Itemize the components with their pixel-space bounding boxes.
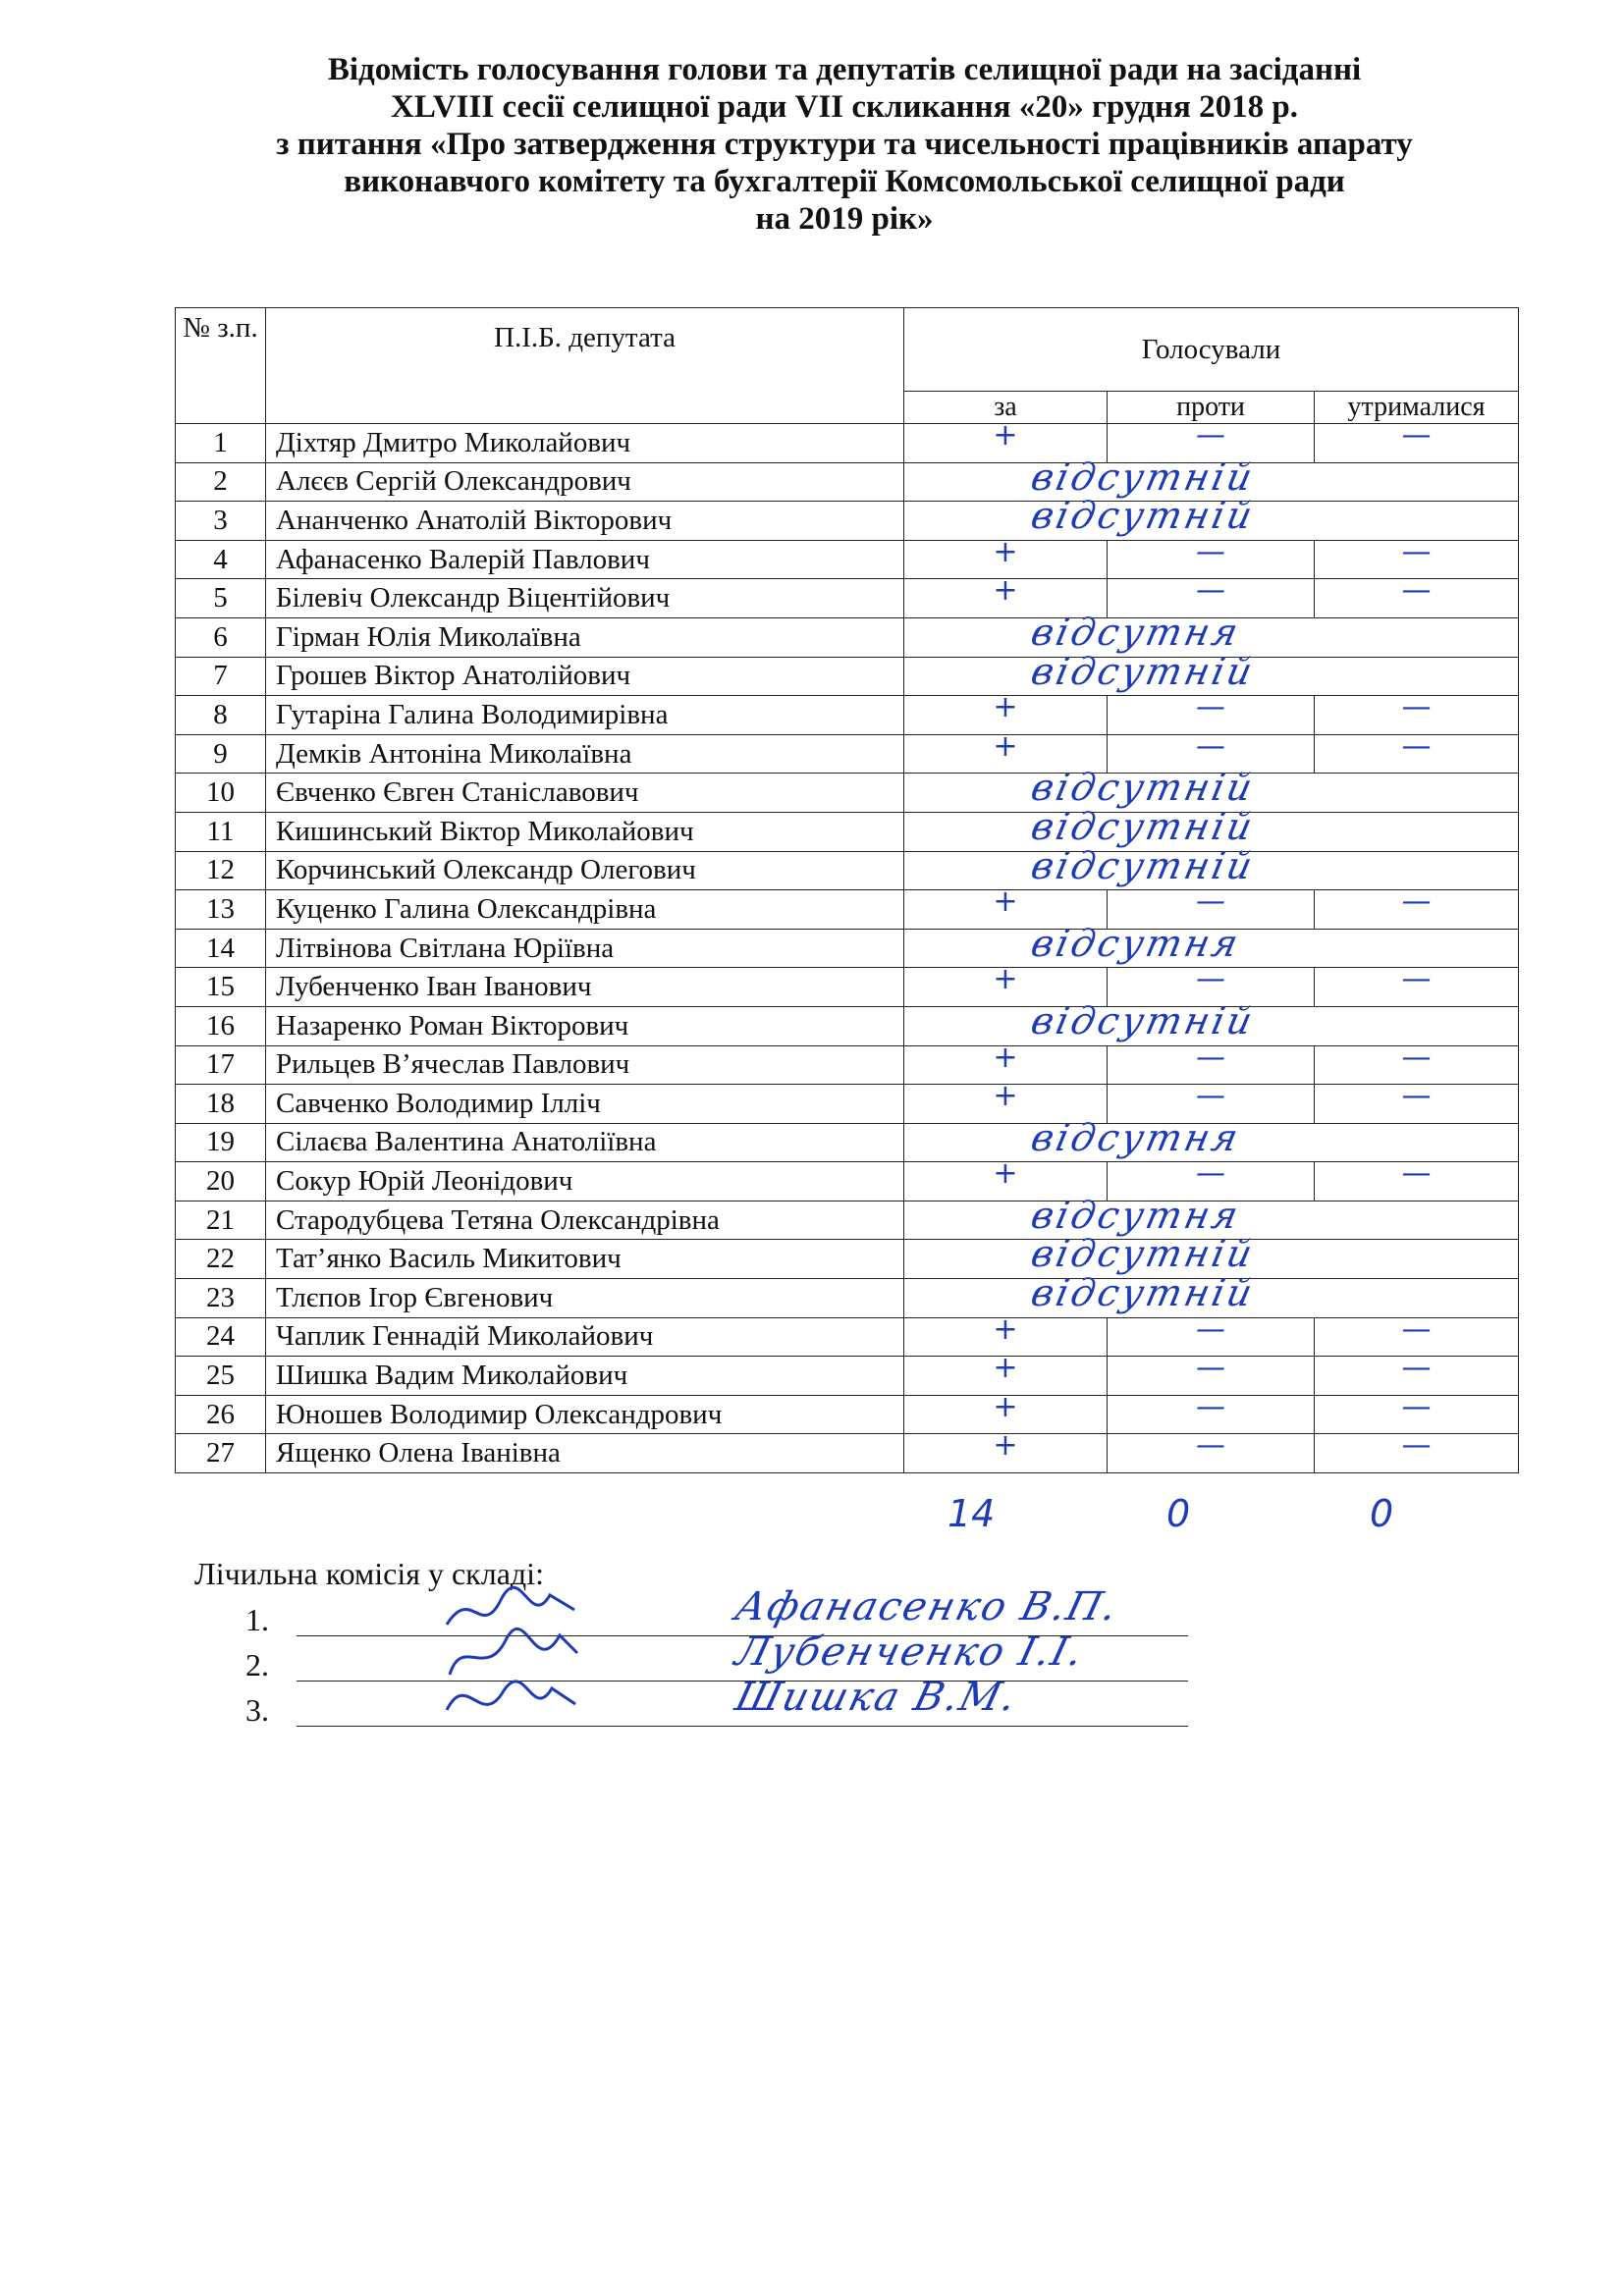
vote-mark-for: + <box>993 690 1018 725</box>
table-row <box>176 774 1519 813</box>
header-for: за <box>904 392 1108 424</box>
absent-mark: відсутній <box>1027 1271 1260 1315</box>
row-number: 8 <box>176 696 266 735</box>
vote-mark-abstained: — <box>1401 1428 1432 1464</box>
deputy-name: Літвінова Світлана Юріївна <box>266 929 904 968</box>
vote-cell-abstained <box>1315 573 1519 618</box>
commission-label: Лічильна комісія у складі: <box>194 1556 544 1591</box>
deputy-name: Білевіч Олександр Віцентійович <box>266 579 904 618</box>
header-against: проти <box>1108 392 1315 424</box>
vote-mark-abstained: — <box>1401 728 1432 764</box>
row-number: 9 <box>176 734 266 774</box>
title-line: Відомість голосування голови та депутатів селищної ради на засіданні <box>327 52 1362 87</box>
vote-mark-abstained: — <box>1401 1040 1432 1075</box>
deputy-name: Гірман Юлія Миколаївна <box>266 617 904 657</box>
row-number: 11 <box>176 812 266 851</box>
row-number: 17 <box>176 1045 266 1085</box>
table-row <box>176 1201 1519 1240</box>
vote-mark-abstained: — <box>1401 962 1432 997</box>
table-row <box>176 617 1519 657</box>
vote-mark-for: + <box>993 1389 1018 1424</box>
absent-mark: відсутній <box>1027 494 1260 538</box>
deputy-name: Тлєпов Ігор Євгенович <box>266 1279 904 1318</box>
row-number: 10 <box>176 774 266 813</box>
total-abstained: 0 <box>1370 1492 1394 1535</box>
vote-mark-against: — <box>1196 1079 1225 1114</box>
commission-member <box>245 1629 1188 1683</box>
header-abstained: утрималися <box>1315 392 1519 424</box>
vote-mark-against: — <box>1196 418 1225 453</box>
member-number: 1. <box>245 1602 269 1637</box>
vote-mark-for: + <box>993 1079 1018 1114</box>
vote-mark-against: — <box>1196 1428 1225 1464</box>
voting-table <box>175 307 1519 1473</box>
vote-cell-abstained <box>1315 1079 1519 1124</box>
row-number: 27 <box>176 1434 266 1473</box>
document-title <box>147 51 1542 238</box>
vote-mark-against: — <box>1196 1040 1225 1075</box>
deputy-name: Савченко Володимир Ілліч <box>266 1085 904 1124</box>
vote-mark-for: + <box>993 1351 1018 1386</box>
deputy-name: Юношев Володимир Олександрович <box>266 1395 904 1434</box>
table-row <box>176 968 1519 1007</box>
member-signer-name: Лубенченко І.І. <box>731 1629 1090 1675</box>
deputy-name: Назаренко Роман Вікторович <box>266 1006 904 1045</box>
row-number: 26 <box>176 1395 266 1434</box>
deputy-name: Лубенченко Іван Іванович <box>266 968 904 1007</box>
signature-scribble-icon <box>442 1671 579 1730</box>
vote-mark-for: + <box>993 1156 1018 1192</box>
deputy-name: Діхтяр Дмитро Миколайович <box>266 424 904 463</box>
table-row <box>176 1085 1519 1124</box>
absent-mark: відсутній <box>1027 843 1260 887</box>
vote-mark-for: + <box>993 418 1018 453</box>
vote-mark-abstained: — <box>1401 418 1432 453</box>
member-number: 2. <box>245 1647 269 1682</box>
deputy-name: Ананченко Анатолій Вікторович <box>266 502 904 541</box>
absent-mark: відсутній <box>1027 804 1260 848</box>
row-number: 12 <box>176 851 266 890</box>
vote-mark-for: + <box>993 534 1018 569</box>
table-row <box>176 1240 1519 1279</box>
vote-mark-abstained: — <box>1401 690 1432 725</box>
vote-mark-against: — <box>1196 884 1225 920</box>
absent-mark: відсутня <box>1027 610 1245 654</box>
vote-mark-for: + <box>993 884 1018 920</box>
vote-mark-against: — <box>1196 1311 1225 1347</box>
header-name: П.І.Б. депутата <box>266 308 904 424</box>
row-number: 25 <box>176 1357 266 1396</box>
row-number: 19 <box>176 1123 266 1162</box>
table-row <box>176 1434 1519 1473</box>
vote-mark-abstained: — <box>1401 1079 1432 1114</box>
deputy-name: Євченко Євген Станіславович <box>266 774 904 813</box>
vote-mark-for: + <box>993 1311 1018 1347</box>
deputy-name: Куценко Галина Олександрівна <box>266 890 904 930</box>
deputy-name: Чаплик Геннадій Миколайович <box>266 1317 904 1357</box>
vote-mark-abstained: — <box>1401 573 1432 609</box>
table-row <box>176 424 1519 463</box>
deputy-name: Рильцев В’ячеслав Павлович <box>266 1045 904 1085</box>
deputy-name: Шишка Вадим Миколайович <box>266 1357 904 1396</box>
row-number: 2 <box>176 462 266 502</box>
vote-mark-against: — <box>1196 573 1225 609</box>
vote-mark-for: + <box>993 573 1018 609</box>
member-signer-name: Афанасенко В.П. <box>731 1584 1124 1629</box>
vote-mark-against: — <box>1196 1389 1225 1424</box>
row-number: 14 <box>176 929 266 968</box>
absent-mark: відсутній <box>1027 649 1260 693</box>
row-number: 18 <box>176 1085 266 1124</box>
absent-mark: відсутня <box>1027 1115 1245 1159</box>
deputy-name: Афанасенко Валерій Павлович <box>266 540 904 579</box>
row-number: 4 <box>176 540 266 579</box>
vote-mark-for: + <box>993 1428 1018 1464</box>
title-line: з питання «Про затвердження структури та чисельності працівників апарату <box>276 127 1413 162</box>
vote-mark-abstained: — <box>1401 884 1432 920</box>
deputy-name: Ященко Олена Іванівна <box>266 1434 904 1473</box>
row-number: 6 <box>176 617 266 657</box>
deputy-name: Сокур Юрій Леонідович <box>266 1162 904 1201</box>
table-row <box>176 812 1519 851</box>
vote-mark-for: + <box>993 962 1018 997</box>
title-line: виконавчого комітету та бухгалтерії Комсомольської селищної ради <box>344 164 1345 199</box>
vote-cell-against <box>1108 1428 1315 1473</box>
absent-mark: відсутній <box>1027 998 1260 1042</box>
deputy-name: Тат’янко Василь Микитович <box>266 1240 904 1279</box>
table-row <box>176 890 1519 930</box>
deputy-name: Стародубцева Тетяна Олександрівна <box>266 1201 904 1240</box>
vote-mark-abstained: — <box>1401 1351 1432 1386</box>
deputy-name: Сілаєва Валентина Анатоліївна <box>266 1123 904 1162</box>
signature-line <box>297 1726 1188 1727</box>
vote-mark-abstained: — <box>1401 1156 1432 1192</box>
vote-cell-abstained <box>1315 728 1519 774</box>
vote-mark-for: + <box>993 728 1018 764</box>
row-number: 15 <box>176 968 266 1007</box>
deputy-name: Корчинський Олександр Олегович <box>266 851 904 890</box>
row-number: 20 <box>176 1162 266 1201</box>
vote-mark-against: — <box>1196 534 1225 569</box>
deputy-name: Кишинський Віктор Миколайович <box>266 812 904 851</box>
vote-cell-for <box>904 1428 1108 1473</box>
row-number: 1 <box>176 424 266 463</box>
deputy-name: Грошев Віктор Анатолійович <box>266 657 904 696</box>
vote-cell-abstained <box>1315 962 1519 1007</box>
vote-mark-abstained: — <box>1401 1389 1432 1424</box>
vote-cell-abstained <box>1315 418 1519 463</box>
vote-mark-against: — <box>1196 728 1225 764</box>
title-line: на 2019 рік» <box>755 201 934 237</box>
title-line: XLVIII сесії селищної ради VII скликання «20» грудня 2018 р. <box>391 89 1298 125</box>
row-number: 23 <box>176 1279 266 1318</box>
vote-mark-against: — <box>1196 1351 1225 1386</box>
member-signer-name: Шишка В.М. <box>731 1675 1023 1720</box>
row-number: 13 <box>176 890 266 930</box>
vote-mark-against: — <box>1196 690 1225 725</box>
header-number: № з.п. <box>176 308 266 424</box>
header-voted: Голосували <box>904 308 1519 392</box>
absent-mark: відсутня <box>1027 1193 1245 1237</box>
vote-cell-abstained <box>1315 1156 1519 1201</box>
row-number: 3 <box>176 502 266 541</box>
vote-cell-abstained <box>1315 1428 1519 1473</box>
vote-mark-against: — <box>1196 962 1225 997</box>
table-row <box>176 1162 1519 1201</box>
deputy-name: Демків Антоніна Миколаївна <box>266 734 904 774</box>
vote-mark-against: — <box>1196 1156 1225 1192</box>
vote-mark-abstained: — <box>1401 534 1432 569</box>
table-row <box>176 734 1519 774</box>
row-number: 22 <box>176 1240 266 1279</box>
row-number: 7 <box>176 657 266 696</box>
absent-mark: відсутня <box>1027 921 1245 965</box>
vote-mark-abstained: — <box>1401 1311 1432 1347</box>
total-against: 0 <box>1166 1492 1191 1535</box>
vote-mark-for: + <box>993 1040 1018 1075</box>
total-for: 14 <box>947 1492 996 1535</box>
absent-mark: відсутній <box>1027 1232 1260 1276</box>
table-row <box>176 462 1519 502</box>
row-number: 21 <box>176 1201 266 1240</box>
member-number: 3. <box>245 1692 269 1728</box>
commission-member <box>245 1675 1188 1729</box>
row-number: 24 <box>176 1317 266 1357</box>
absent-mark: відсутній <box>1027 454 1260 499</box>
row-number: 5 <box>176 579 266 618</box>
table-row <box>176 579 1519 618</box>
deputy-name: Алєєв Сергій Олександрович <box>266 462 904 502</box>
absent-mark: відсутній <box>1027 766 1260 810</box>
deputy-name: Гутаріна Галина Володимирівна <box>266 696 904 735</box>
row-number: 16 <box>176 1006 266 1045</box>
vote-cell-abstained <box>1315 884 1519 930</box>
